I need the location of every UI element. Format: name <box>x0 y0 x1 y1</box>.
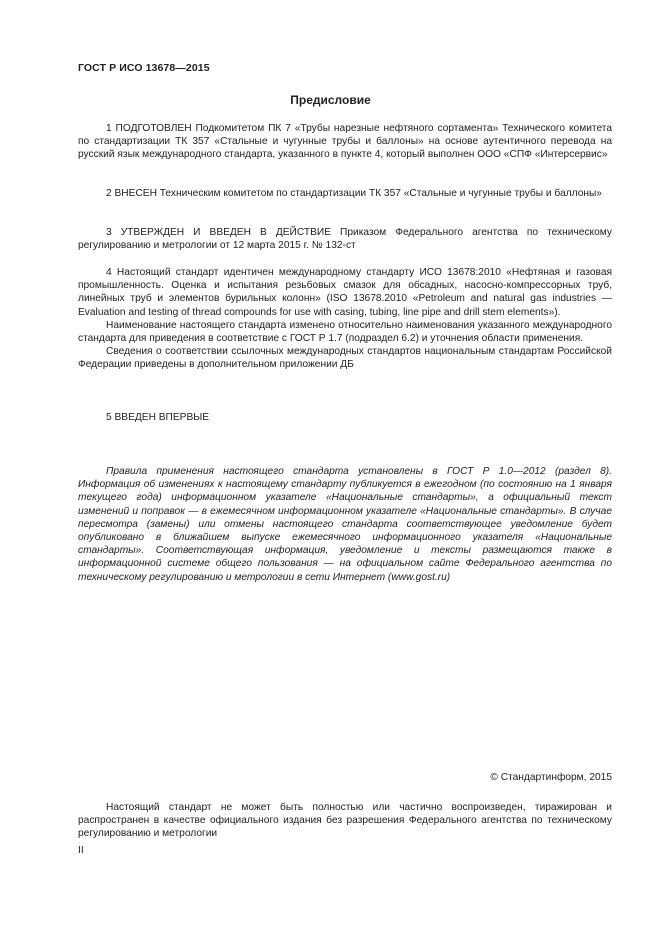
paragraph-4 <box>78 266 612 372</box>
paragraph-approved: 3 УТВЕРЖДЕН И ВВЕДЕН В ДЕЙСТВИЕ Приказом Федерального агентства по техническому регулированию и метрологии от 12 марта 2015 г. № 132-ст <box>78 227 612 252</box>
rules-notice-text: Правила применения настоящего стандарта установлены в ГОСТ Р 1.0—2012 (раздел 8). Информация об изменениях к настоящему стандарту публикуется в ежегодном (по состоянию на 1 января текущего года) информационном указателе «Национальные стандарты», а официальный текст изменений и поправок — в ежемесячном информационном указателе «Национальные стандарты». В случае пересмотра (замены) или отмены настоящего стандарта соответствующее уведомление будет опубликовано в ближайшем выпуске ежемесячного информационного указателя «Национальные стандарты». Соответствующая информация, уведомление и тексты размещаются также в информационной системе общего пользования — на официальном сайте Федерального агентства по техническому регулированию и метрологии в сети Интернет (www.gost.ru) <box>78 466 612 583</box>
paragraph-2 <box>78 187 612 200</box>
paragraph-1 <box>78 122 612 162</box>
paragraph-references: Сведения о соответствии ссылочных международных стандартов национальным стандартам Российской Федерации приведены в дополнительном приложении ДБ <box>78 346 612 371</box>
paragraph-5 <box>78 411 612 424</box>
paragraph-introduced: 2 ВНЕСЕН Техническим комитетом по стандартизации ТК 357 «Стальные и чугунные трубы и баллоны» <box>106 188 602 199</box>
standard-code-header: ГОСТ Р ИСО 13678—2015 <box>78 62 210 74</box>
paragraph-prepared: 1 ПОДГОТОВЛЕН Подкомитетом ПК 7 «Трубы нарезные нефтяного сортамента» Технического комитета по стандартизации ТК 357 «Стальные и чугунные трубы и баллоны» на основе аутентичного перевода на русский язык международного стандарта, указанного в пункте 4, который выполнен ООО «СПФ «Интерсервис» <box>78 123 612 161</box>
reproduction-notice-text: Настоящий стандарт не может быть полностью или частично воспроизведен, тиражирован и распространен в качестве официального издания без разрешения Федерального агентства по техническому регулированию и метрологии <box>78 802 612 840</box>
copyright-line: © Стандартинформ, 2015 <box>490 772 612 783</box>
reproduction-notice <box>78 801 612 841</box>
paragraph-name-change: Наименование настоящего стандарта изменено относительно наименования указанного международного стандарта для приведения в соответствие с ГОСТ Р 1.7 (подраздел 6.2) и уточнения области применения. <box>78 319 612 345</box>
rules-notice <box>78 465 612 584</box>
paragraph-first-introduced: 5 ВВЕДЕН ВПЕРВЫЕ <box>106 412 210 423</box>
paragraph-3 <box>78 226 612 252</box>
page-title: Предисловие <box>290 93 371 107</box>
paragraph-identical: 4 Настоящий стандарт идентичен международному стандарту ИСО 13678:2010 «Нефтяная и газовая промышленность. Оценка и испытания резьбовых смазок для обсадных, насосно-компрессорных труб, линейных труб и элементов бурильных колонн» (ISO 13678.2010 «Petroleum and natural gas industries — Evaluation and testing of thread compounds for use with casing, tubing, line pipe and drill stem elements»). <box>78 267 612 318</box>
page-number: II <box>78 845 84 856</box>
